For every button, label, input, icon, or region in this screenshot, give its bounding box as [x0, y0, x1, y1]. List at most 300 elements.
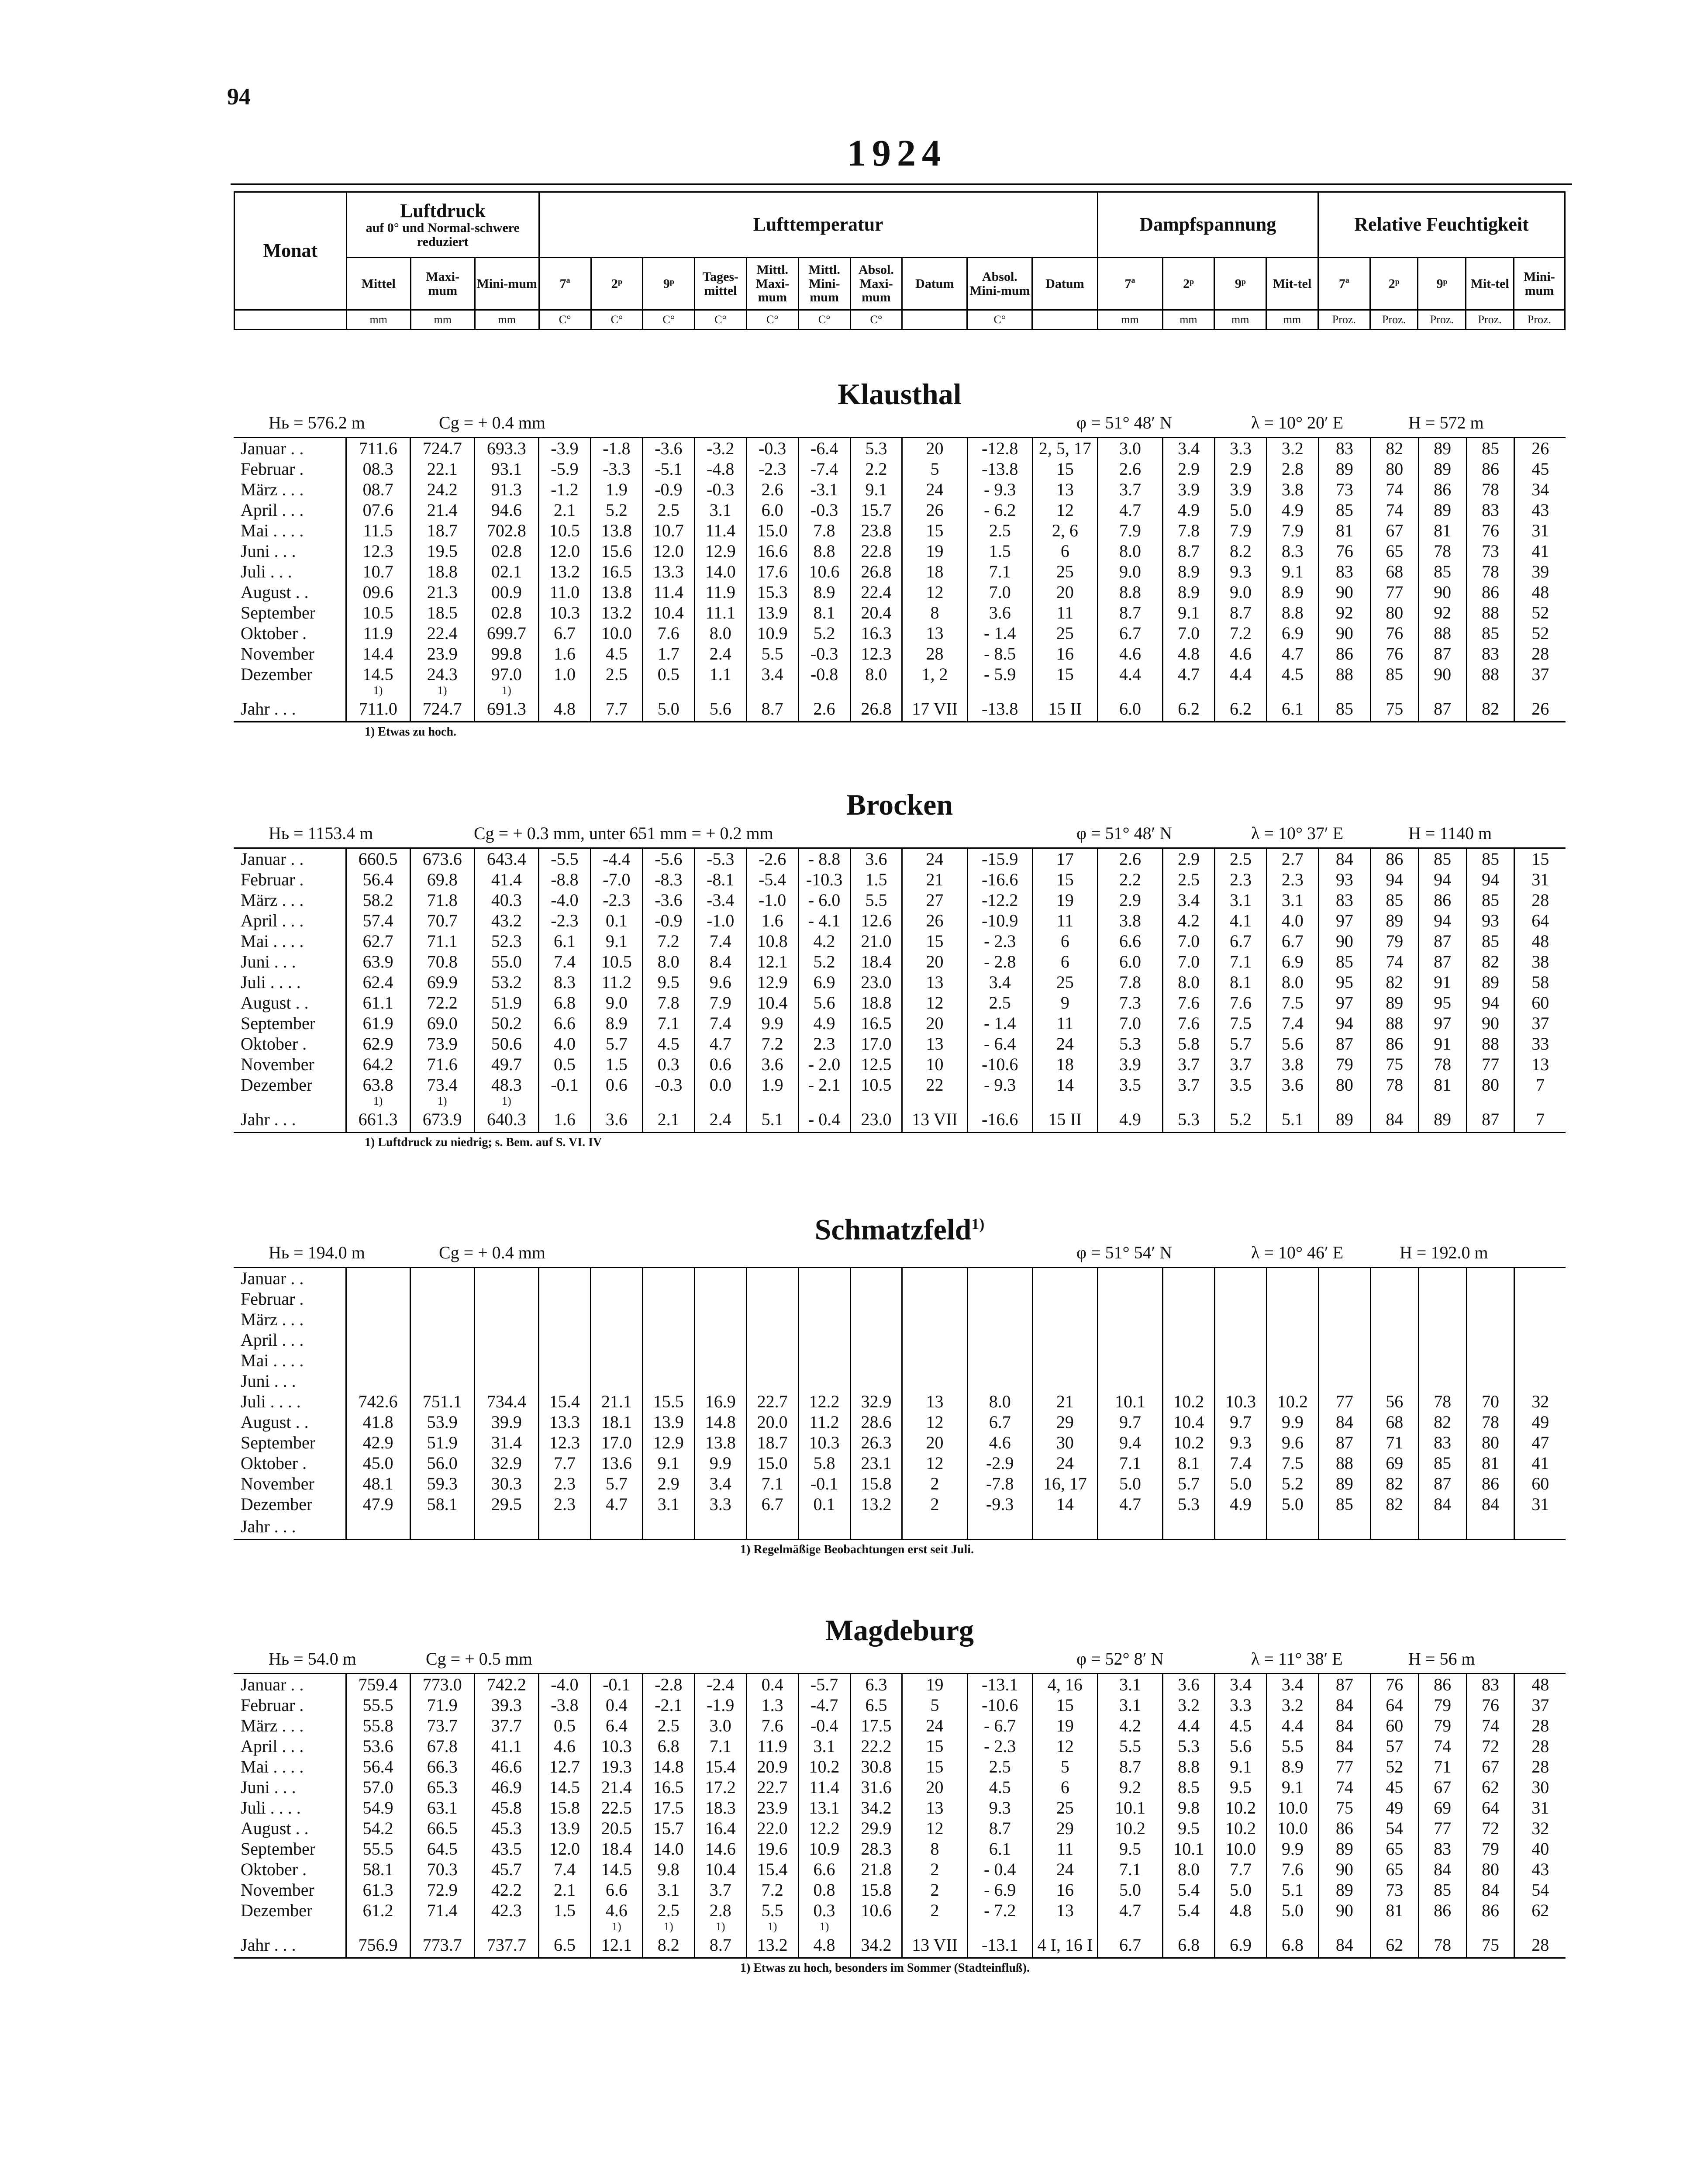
value-cell: 7.4 — [538, 1859, 590, 1880]
value-cell: 14.0 — [642, 1838, 694, 1859]
value-cell: 82 — [1370, 1494, 1418, 1514]
value-cell: 30.3 — [474, 1473, 538, 1494]
value-cell: 1.0 — [538, 664, 590, 684]
value-cell — [1514, 1921, 1566, 1933]
value-cell: 4.4 — [1215, 664, 1267, 684]
value-cell: 90 — [1418, 664, 1466, 684]
value-cell — [1318, 1350, 1370, 1371]
value-cell: 15.7 — [642, 1818, 694, 1838]
value-cell: 7.1 — [1097, 1859, 1162, 1880]
meta-cg: Cg = + 0.4 mm — [439, 1243, 546, 1262]
value-cell: 90 — [1318, 623, 1370, 643]
table-row — [234, 1391, 1566, 1412]
value-cell: 9.2 — [1097, 1777, 1162, 1797]
value-cell: 18.8 — [850, 992, 902, 1013]
value-cell: 8.9 — [1266, 582, 1318, 602]
value-cell: 6.6 — [798, 1859, 850, 1880]
value-cell: 12 — [1032, 500, 1097, 520]
header-unit-14: mm — [1162, 310, 1214, 330]
value-cell: 7.5 — [1266, 1453, 1318, 1473]
value-cell: 17.0 — [590, 1432, 642, 1453]
value-cell: 2.5 — [642, 500, 694, 520]
value-cell: 15.8 — [538, 1797, 590, 1818]
value-cell: 93 — [1318, 869, 1370, 890]
value-cell: 3.6 — [1266, 1075, 1318, 1095]
value-cell: 26.3 — [850, 1432, 902, 1453]
value-cell: 25 — [1032, 1797, 1097, 1818]
value-cell: 6.9 — [798, 972, 850, 992]
value-cell: 10.2 — [1163, 1432, 1215, 1453]
value-cell: 56.4 — [346, 1756, 410, 1777]
value-cell: 12.3 — [850, 643, 902, 664]
year-total-row — [234, 1107, 1566, 1133]
value-cell: 4.5 — [1266, 664, 1318, 684]
value-cell: 69.9 — [410, 972, 474, 992]
month-cell: März . . . — [241, 890, 304, 910]
month-cell: Juli . . . — [241, 562, 292, 581]
value-cell — [1032, 1921, 1097, 1933]
value-cell — [538, 1268, 590, 1289]
value-cell — [1032, 1514, 1097, 1540]
value-cell: 10.2 — [1215, 1818, 1267, 1838]
value-cell: 47.9 — [346, 1494, 410, 1514]
value-cell — [1418, 1514, 1466, 1540]
value-cell: 94 — [1466, 992, 1514, 1013]
value-cell — [538, 1514, 590, 1540]
value-cell: 52 — [1370, 1756, 1418, 1777]
value-cell — [1163, 1289, 1215, 1309]
header-col-20: Mit-tel — [1466, 258, 1514, 310]
value-cell: -15.9 — [967, 848, 1032, 870]
value-cell: 74 — [1466, 1715, 1514, 1736]
value-cell: 49 — [1370, 1797, 1418, 1818]
value-cell: 14.5 — [590, 1859, 642, 1880]
value-cell: 1.7 — [642, 643, 694, 664]
value-cell — [346, 1514, 410, 1540]
value-cell: 22.2 — [850, 1736, 902, 1756]
value-cell: 17.2 — [694, 1777, 746, 1797]
value-cell: 62.7 — [346, 931, 410, 951]
meta-phi: φ = 51° 48′ N — [1076, 823, 1173, 843]
value-cell: 5 — [902, 459, 967, 479]
value-cell: 3.6 — [967, 602, 1032, 623]
value-cell: - 8.5 — [967, 643, 1032, 664]
table-row — [234, 931, 1566, 951]
value-cell: 3.6 — [746, 1054, 798, 1075]
value-cell: 6 — [1032, 931, 1097, 951]
value-cell: 40 — [1514, 1838, 1566, 1859]
value-cell: 78 — [1418, 541, 1466, 561]
value-cell: 6.1 — [538, 931, 590, 951]
value-cell: 2.3 — [538, 1473, 590, 1494]
value-cell: 67 — [1466, 1756, 1514, 1777]
value-cell: -12.2 — [967, 890, 1032, 910]
month-cell — [234, 684, 346, 697]
value-cell: 9.4 — [1097, 1432, 1162, 1453]
value-cell: 26 — [1514, 697, 1566, 722]
value-cell: 83 — [1466, 1674, 1514, 1695]
value-cell: -5.7 — [798, 1674, 850, 1695]
value-cell: 8.9 — [1163, 582, 1215, 602]
table-row — [234, 643, 1566, 664]
value-cell: 41 — [1514, 1453, 1566, 1473]
value-cell: 55.5 — [346, 1695, 410, 1715]
value-cell: 64.2 — [346, 1054, 410, 1075]
value-cell: -0.1 — [590, 1674, 642, 1695]
value-cell: -2.3 — [538, 910, 590, 931]
value-cell — [1097, 1095, 1162, 1107]
value-cell: 3.4 — [1266, 1674, 1318, 1695]
value-cell: 10.6 — [850, 1900, 902, 1921]
value-cell: -0.1 — [798, 1473, 850, 1494]
value-cell: 15 — [902, 1756, 967, 1777]
header-unit-19: Proz. — [1418, 310, 1466, 330]
value-cell: 67 — [1418, 1777, 1466, 1797]
value-cell: 13.3 — [642, 561, 694, 582]
value-cell: 32 — [1514, 1391, 1566, 1412]
value-cell: 6.5 — [850, 1695, 902, 1715]
station-footnote: 1) Etwas zu hoch, besonders im Sommer (Stadteinfluß). — [740, 1961, 1030, 1975]
value-cell: 8 — [902, 602, 967, 623]
value-cell — [642, 684, 694, 697]
value-cell: - 0.4 — [967, 1859, 1032, 1880]
value-cell — [1215, 1309, 1267, 1330]
value-cell: 90 — [1418, 582, 1466, 602]
value-cell: 8.9 — [590, 1013, 642, 1033]
value-cell — [590, 1330, 642, 1350]
value-cell: 4.7 — [590, 1494, 642, 1514]
header-col-21: Mini-mum — [1514, 258, 1565, 310]
value-cell: 78 — [1466, 1412, 1514, 1432]
value-cell — [590, 684, 642, 697]
value-cell: 640.3 — [474, 1107, 538, 1133]
header-col-14: 2ᵖ — [1162, 258, 1214, 310]
month-cell: Dezember — [241, 1075, 313, 1095]
value-cell: 24 — [1032, 1859, 1097, 1880]
value-cell: 711.0 — [346, 697, 410, 722]
meta-lambda: λ = 11° 38′ E — [1251, 1649, 1343, 1669]
value-cell: 29 — [1032, 1412, 1097, 1432]
value-cell: 55.5 — [346, 1838, 410, 1859]
value-cell: 4.8 — [538, 697, 590, 722]
value-cell: 9.9 — [1266, 1838, 1318, 1859]
value-cell: 20 — [1032, 582, 1097, 602]
value-cell: 48 — [1514, 931, 1566, 951]
value-cell: 5.0 — [1097, 1880, 1162, 1900]
value-cell: 3.3 — [694, 1494, 746, 1514]
month-cell: Dezember — [241, 664, 313, 684]
value-cell: 70.3 — [410, 1859, 474, 1880]
value-cell: 43.5 — [474, 1838, 538, 1859]
value-cell — [1163, 684, 1215, 697]
value-cell — [410, 1350, 474, 1371]
value-cell — [746, 1268, 798, 1289]
value-cell: 8.7 — [1163, 541, 1215, 561]
value-cell — [1318, 1514, 1370, 1540]
value-cell: 08.7 — [346, 479, 410, 500]
value-cell — [902, 1350, 967, 1371]
value-cell — [590, 1514, 642, 1540]
value-cell: 7.9 — [1266, 520, 1318, 541]
value-cell: 54 — [1514, 1880, 1566, 1900]
value-cell: -3.6 — [642, 890, 694, 910]
month-cell: September — [241, 1013, 316, 1033]
value-cell: 47 — [1514, 1432, 1566, 1453]
value-cell: 13.3 — [538, 1412, 590, 1432]
value-cell: 2 — [902, 1900, 967, 1921]
value-cell — [538, 1289, 590, 1309]
station-footnote: 1) Luftdruck zu niedrig; s. Bem. auf S. VI. IV — [365, 1136, 602, 1149]
value-cell — [346, 1371, 410, 1391]
value-cell: 32.9 — [850, 1391, 902, 1412]
value-cell: 10.0 — [1215, 1838, 1267, 1859]
value-cell: 51.9 — [474, 992, 538, 1013]
table-row — [234, 1330, 1566, 1350]
table-row — [234, 582, 1566, 602]
value-cell: 89 — [1370, 992, 1418, 1013]
value-cell — [967, 1268, 1032, 1289]
table-row — [234, 438, 1566, 459]
value-cell: 8.0 — [694, 623, 746, 643]
value-cell — [410, 1921, 474, 1933]
value-cell: 22.8 — [850, 541, 902, 561]
value-cell — [798, 1330, 850, 1350]
value-cell — [590, 1371, 642, 1391]
table-row — [234, 1013, 1566, 1033]
value-cell: 737.7 — [474, 1933, 538, 1958]
value-cell: 81 — [1466, 1453, 1514, 1473]
table-row — [234, 1494, 1566, 1514]
value-cell: 99.8 — [474, 643, 538, 664]
value-cell: 11 — [1032, 910, 1097, 931]
value-cell — [1097, 1309, 1162, 1330]
value-cell: 50.2 — [474, 1013, 538, 1033]
value-cell: 2.8 — [1266, 459, 1318, 479]
value-cell: 14.8 — [694, 1412, 746, 1432]
value-cell: 12.9 — [694, 541, 746, 561]
value-cell: 21 — [1032, 1391, 1097, 1412]
value-cell: 9.9 — [746, 1013, 798, 1033]
value-cell: 4.5 — [642, 1033, 694, 1054]
value-cell: 5.5 — [746, 1900, 798, 1921]
value-cell: 15 — [902, 1736, 967, 1756]
value-cell: 5.3 — [1163, 1494, 1215, 1514]
value-cell — [798, 1095, 850, 1107]
value-cell — [538, 684, 590, 697]
table-row — [234, 1033, 1566, 1054]
month-cell: Juni . . . — [241, 1371, 296, 1391]
value-cell: 69 — [1418, 1797, 1466, 1818]
station-meta — [234, 823, 1566, 847]
value-cell: -0.8 — [798, 664, 850, 684]
value-cell: - 4.1 — [798, 910, 850, 931]
value-cell: 2.5 — [642, 1900, 694, 1921]
value-cell: 12.0 — [538, 541, 590, 561]
value-cell: 00.9 — [474, 582, 538, 602]
meta-phi: φ = 51° 54′ N — [1076, 1243, 1173, 1262]
value-cell: 7.6 — [1266, 1859, 1318, 1880]
value-cell: 39.9 — [474, 1412, 538, 1432]
value-cell: 21.1 — [590, 1391, 642, 1412]
value-cell: 12.1 — [746, 951, 798, 972]
value-cell: - 2.0 — [798, 1054, 850, 1075]
month-cell: November — [241, 644, 314, 663]
value-cell: 72.9 — [410, 1880, 474, 1900]
value-cell: 52 — [1514, 602, 1566, 623]
value-cell: 12 — [902, 992, 967, 1013]
value-cell: 60 — [1370, 1715, 1418, 1736]
header-unit-3: C° — [539, 310, 591, 330]
value-cell: -7.4 — [798, 459, 850, 479]
value-cell: 3.4 — [694, 1473, 746, 1494]
month-cell: Juli . . . . — [241, 972, 301, 992]
value-cell: 1) — [746, 1921, 798, 1933]
value-cell: 7.8 — [1097, 972, 1162, 992]
value-cell — [746, 684, 798, 697]
value-cell: 12 — [902, 1412, 967, 1432]
value-cell: 1) — [410, 684, 474, 697]
value-cell: 89 — [1318, 1880, 1370, 1900]
value-cell: 60 — [1514, 992, 1566, 1013]
value-cell: 62.9 — [346, 1033, 410, 1054]
value-cell: 10.5 — [346, 602, 410, 623]
value-cell: 28 — [1514, 1756, 1566, 1777]
value-cell: -4.4 — [590, 848, 642, 870]
value-cell: - 6.2 — [967, 500, 1032, 520]
value-cell: 39 — [1514, 561, 1566, 582]
value-cell: 25 — [1032, 972, 1097, 992]
value-cell: 9.5 — [1163, 1818, 1215, 1838]
value-cell: 85 — [1370, 664, 1418, 684]
value-cell: 76 — [1370, 1674, 1418, 1695]
value-cell: 7.1 — [1097, 1453, 1162, 1473]
value-cell: 87 — [1418, 951, 1466, 972]
value-cell: 10.1 — [1097, 1391, 1162, 1412]
value-cell: 0.5 — [538, 1715, 590, 1736]
value-cell: 7 — [1514, 1107, 1566, 1133]
value-cell: 2.4 — [694, 1107, 746, 1133]
value-cell: 9.6 — [1266, 1432, 1318, 1453]
value-cell: 31.6 — [850, 1777, 902, 1797]
value-cell: 82 — [1370, 972, 1418, 992]
value-cell: 26.8 — [850, 561, 902, 582]
value-cell: 24.3 — [410, 664, 474, 684]
value-cell: 89 — [1418, 459, 1466, 479]
value-cell: 85 — [1318, 951, 1370, 972]
month-cell: Januar . . — [234, 848, 346, 870]
value-cell: 13.8 — [590, 582, 642, 602]
year-total-row — [234, 697, 1566, 722]
value-cell: 4.6 — [967, 1432, 1032, 1453]
value-cell — [642, 1095, 694, 1107]
value-cell — [1266, 1309, 1318, 1330]
value-cell: 86 — [1466, 582, 1514, 602]
value-cell — [1418, 1330, 1466, 1350]
value-cell: 21.0 — [850, 931, 902, 951]
value-cell: 58.1 — [346, 1859, 410, 1880]
value-cell: 11.9 — [746, 1736, 798, 1756]
header-col-5: 9ᵖ — [643, 258, 695, 310]
value-cell: 66.3 — [410, 1756, 474, 1777]
value-cell: 15 — [1032, 869, 1097, 890]
value-cell — [798, 1289, 850, 1309]
value-cell — [1097, 1921, 1162, 1933]
value-cell: 62.4 — [346, 972, 410, 992]
value-cell: 62 — [1514, 1900, 1566, 1921]
value-cell — [474, 1289, 538, 1309]
value-cell: 16.5 — [590, 561, 642, 582]
value-cell: 2.6 — [1097, 848, 1162, 870]
value-cell: 7.5 — [1266, 992, 1318, 1013]
value-cell: 16, 17 — [1032, 1473, 1097, 1494]
value-cell: 87 — [1418, 931, 1466, 951]
header-feuchtigkeit: Relative Feuchtigkeit — [1318, 192, 1565, 258]
value-cell: 5.2 — [590, 500, 642, 520]
value-cell: 3.6 — [590, 1107, 642, 1133]
value-cell: 71.8 — [410, 890, 474, 910]
value-cell: 7.7 — [1215, 1859, 1267, 1880]
value-cell: 8.0 — [967, 1391, 1032, 1412]
value-cell — [1163, 1921, 1215, 1933]
value-cell: 3.1 — [1215, 890, 1267, 910]
month-cell: Dezember — [241, 1901, 313, 1920]
value-cell — [1418, 1371, 1466, 1391]
value-cell — [694, 1289, 746, 1309]
table-row — [234, 479, 1566, 500]
value-cell — [1032, 1095, 1097, 1107]
value-cell — [1032, 1309, 1097, 1330]
value-cell: 7.4 — [1215, 1453, 1267, 1473]
value-cell — [902, 1289, 967, 1309]
value-cell: 65 — [1370, 541, 1418, 561]
value-cell: 19 — [902, 1674, 967, 1695]
value-cell: 5.3 — [1163, 1736, 1215, 1756]
header-unit-21: Proz. — [1514, 310, 1565, 330]
header-unit-13: mm — [1097, 310, 1162, 330]
value-cell: 85 — [1466, 623, 1514, 643]
value-cell: 16.9 — [694, 1391, 746, 1412]
value-cell: 8 — [902, 1838, 967, 1859]
table-row — [234, 869, 1566, 890]
value-cell: 82 — [1370, 438, 1418, 459]
value-cell: 4.9 — [1266, 500, 1318, 520]
value-cell: -4.8 — [694, 459, 746, 479]
table-row — [234, 1289, 1566, 1309]
month-cell: Mai . . . . — [241, 521, 304, 540]
value-cell: 83 — [1466, 643, 1514, 664]
value-cell: 13.8 — [694, 1432, 746, 1453]
value-cell: 75 — [1466, 1933, 1514, 1958]
value-cell: 41 — [1514, 541, 1566, 561]
table-row — [234, 1432, 1566, 1453]
value-cell: 8.0 — [1163, 1859, 1215, 1880]
value-cell: 89 — [1318, 459, 1370, 479]
value-cell: 54 — [1370, 1818, 1418, 1838]
value-cell: 37 — [1514, 664, 1566, 684]
header-unit-17: Proz. — [1318, 310, 1370, 330]
value-cell: 9.3 — [1215, 561, 1267, 582]
value-cell: 5.1 — [1266, 1880, 1318, 1900]
value-cell — [850, 1350, 902, 1371]
value-cell: 86 — [1318, 643, 1370, 664]
value-cell: -10.6 — [967, 1695, 1032, 1715]
value-cell: 6.6 — [538, 1013, 590, 1033]
station-klausthal — [234, 376, 1566, 742]
value-cell: 8.3 — [538, 972, 590, 992]
value-cell: -2.8 — [642, 1674, 694, 1695]
value-cell: 20.0 — [746, 1412, 798, 1432]
value-cell: 9.9 — [1266, 1412, 1318, 1432]
